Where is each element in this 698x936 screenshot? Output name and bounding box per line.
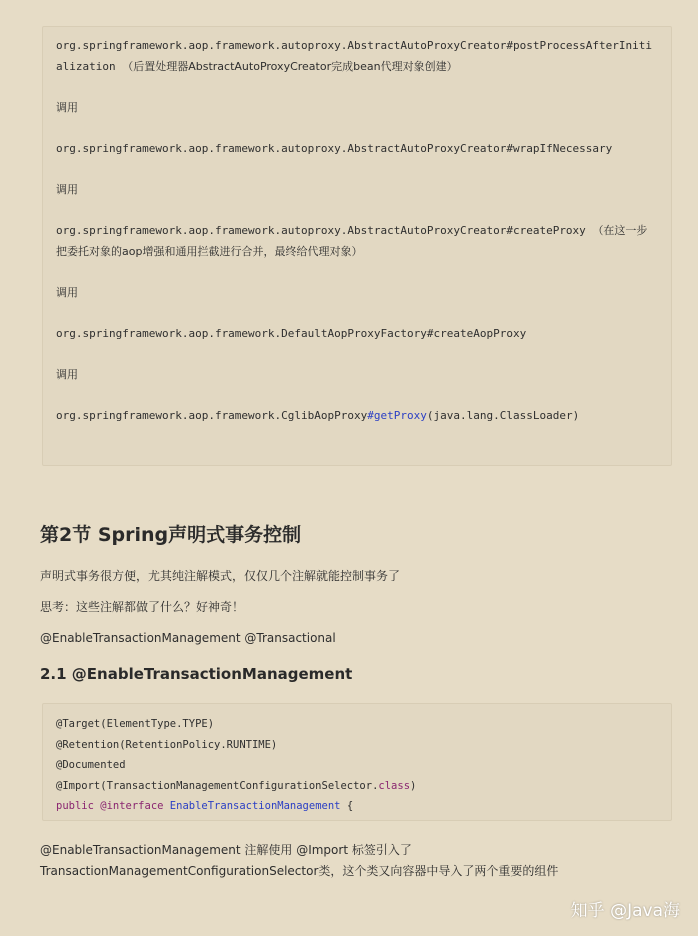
code-line (56, 776, 657, 797)
call-label: 调用 (56, 368, 78, 381)
code-keyword: class (378, 779, 411, 792)
code-line: @Retention(RetentionPolicy.RUNTIME) (56, 738, 278, 751)
paragraph-intro: 声明式事务很方便，尤其纯注解模式，仅仅几个注解就能控制事务了 (40, 569, 401, 583)
code-line: @Documented (56, 759, 126, 771)
code-keyword: public @interface (56, 800, 164, 812)
section-title: 第2节 Spring声明式事务控制 (40, 524, 302, 546)
code-text: org.springframework.aop.framework.autoproxy.AbstractAutoProxyCreator#postProcessAfterInitialization (56, 39, 653, 73)
call-label: 调用 (56, 286, 78, 299)
code-text: org.springframework.aop.framework.autoproxy.AbstractAutoProxyCreator#createProxy (56, 224, 586, 237)
code-line-create-proxy (56, 220, 657, 262)
code-line-wrap-if-necessary: org.springframework.aop.framework.autoproxy.AbstractAutoProxyCreator#wrapIfNecessary (56, 142, 613, 155)
call-label: 调用 (56, 183, 78, 196)
paragraph-annotations: @EnableTransactionManagement @Transactional (40, 631, 336, 645)
code-line: @Target(ElementType.TYPE) (56, 718, 215, 730)
code-text: @Import(TransactionManagementConfigurationSelector. (56, 779, 379, 792)
code-block-call-chain (42, 26, 672, 466)
paragraph-import-note: @EnableTransactionManagement 注解使用 @Import 标签引入了 (40, 843, 412, 857)
code-line-get-proxy (56, 405, 657, 426)
subsection-title: 2.1 @EnableTransactionManagement (40, 665, 353, 683)
zhihu-watermark: 知乎 @Java海 (570, 901, 680, 921)
code-text: (java.lang.ClassLoader) (426, 409, 580, 422)
code-line-create-aop-proxy: org.springframework.aop.framework.DefaultAopProxyFactory#createAopProxy (56, 327, 527, 340)
paragraph-selector-note: TransactionManagementConfigurationSelector类，这个类又向容器中导入了两个重要的组件 (40, 864, 559, 878)
code-comment: （在这一步把委托对象的aop增强和通用拦截进行合并，最终给代理对象） (56, 224, 648, 258)
paragraph-question: 思考：这些注解都做了什么？好神奇！ (40, 600, 245, 614)
code-text: { (346, 800, 354, 812)
code-block-annotation (42, 703, 672, 821)
code-type-name: EnableTransactionManagement (169, 800, 341, 812)
code-line (56, 796, 657, 817)
code-method-highlight: #getProxy (367, 409, 427, 422)
code-line-post-process (56, 35, 657, 77)
code-text: ) (410, 779, 417, 792)
call-label: 调用 (56, 101, 78, 114)
code-comment: （后置处理器AbstractAutoProxyCreator完成bean代理对象创建） (122, 60, 458, 73)
code-text: org.springframework.aop.framework.CglibAopProxy (56, 409, 368, 422)
